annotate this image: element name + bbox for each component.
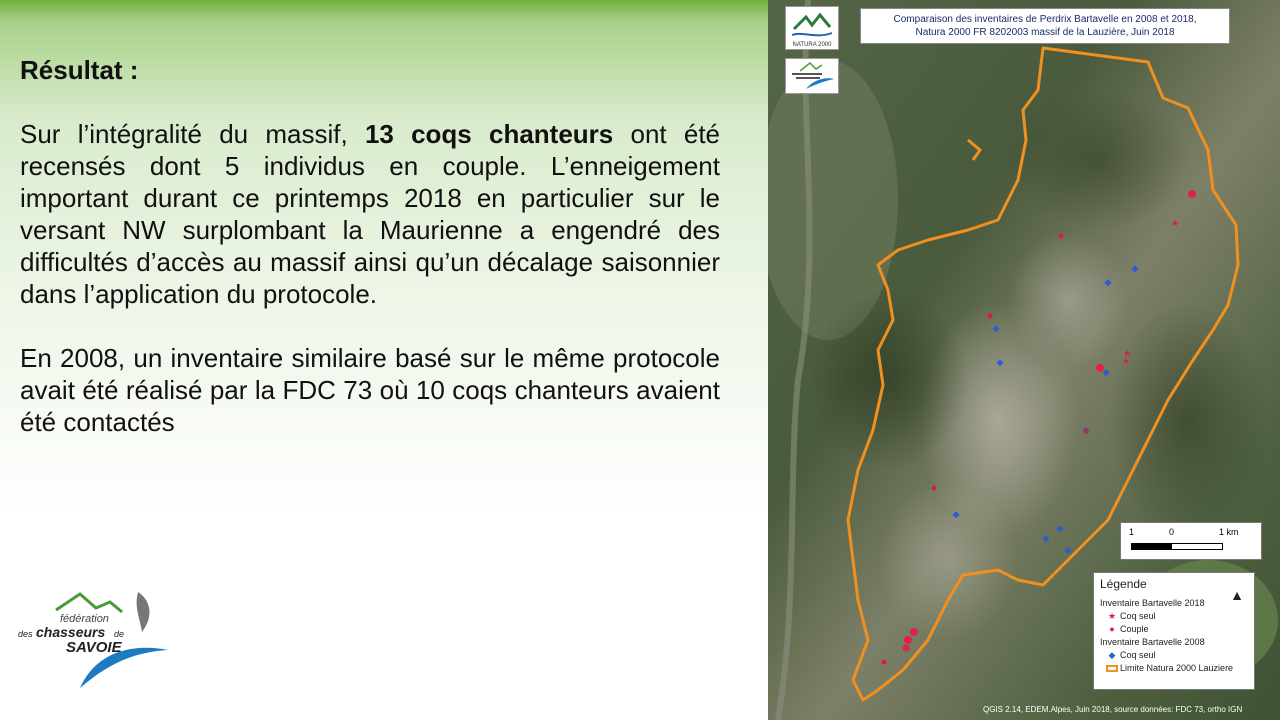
forest-area: [1008, 90, 1188, 230]
bird-horn-icon: [137, 592, 150, 632]
para1-highlight: 13 coqs chanteurs: [364, 119, 614, 149]
legend-couple-2018-label: Couple: [1120, 624, 1149, 634]
natura-wave-icon: [792, 33, 832, 35]
mountain-outline-icon: [56, 594, 122, 612]
fdc-small-logo: [785, 58, 839, 94]
para1-end: ont été recensés dont 5 individus en couple. L’enneigement important durant ce printemps 2018 en particulier sur le versant NW surplombant la Maurienne a engendré des difficultés d’accès au massif ainsi qu’un décalage saisonnier dans l’application du protocole.: [20, 119, 721, 309]
legend-boundary-label: Limite Natura 2000 Lauziere: [1120, 663, 1234, 673]
marker-2018-coq: ★: [1082, 427, 1091, 437]
map-title-line2: Natura 2000 FR 8202003 massif de la Lauzière, Juin 2018: [915, 27, 1175, 38]
legend-coq-2008-label: Coq seul: [1120, 650, 1156, 660]
scale-label-right: 1 km: [1219, 527, 1239, 537]
north-arrow-icon: ▲: [1230, 587, 1244, 603]
dot-icon: ●: [1109, 624, 1115, 634]
scale-label-left: 1: [1129, 527, 1135, 537]
marker-2018-coq: ★: [1123, 349, 1132, 359]
legend-coq-2018-label: Coq seul: [1120, 611, 1156, 621]
fdc-savoie-logo: [18, 588, 178, 698]
rock-area: [878, 480, 1018, 640]
legend-group-2008: Inventaire Bartavelle 2008: [1100, 637, 1205, 647]
logo-line2-main: chasseurs: [36, 624, 106, 640]
legend-boundary: [1100, 662, 1248, 675]
logo-line1: fédération: [60, 613, 109, 625]
legend-title: Légende: [1100, 577, 1147, 591]
scale-label-mid: 0: [1169, 527, 1175, 537]
small-mountain-icon: [800, 63, 822, 71]
small-swoosh-icon: [806, 78, 834, 89]
map-title-line1: Comparaison des inventaires de Perdrix Bartavelle en 2008 et 2018,: [893, 14, 1197, 25]
small-logo-textline: [796, 77, 820, 79]
diamond-icon: ◆: [1108, 650, 1116, 660]
natura-logo-label: NATURA 2000: [792, 42, 832, 48]
natura2000-logo: [785, 6, 839, 50]
comparison-paragraph: En 2008, un inventaire similaire basé sur le même protocole avait été réalisé par la FDC 73 où 10 coqs chanteurs avaient été contactés: [20, 343, 720, 437]
small-logo-textline: [792, 73, 822, 75]
scale-segment-black: [1131, 543, 1173, 550]
boundary-swatch-icon: [1106, 662, 1118, 675]
marker-2018-couple: [904, 636, 912, 644]
slide-text: [20, 54, 720, 470]
rock-area: [1008, 230, 1131, 370]
map-legend: [1093, 572, 1255, 690]
result-heading: Résultat :: [20, 55, 139, 85]
legend-couple-2018: [1100, 623, 1248, 636]
marker-2018-coq: ★: [1122, 357, 1131, 367]
legend-coq-2008: [1100, 649, 1248, 662]
logo-line2-prefix: des: [18, 629, 33, 639]
marker-2018-coq: [932, 486, 937, 491]
marker-2018-couple: [910, 628, 918, 636]
marker-2018-coq: [882, 660, 887, 665]
marker-2018-couple: [1096, 364, 1104, 372]
marker-2018-coq: [988, 314, 993, 319]
logo-line3: SAVOIE: [66, 639, 122, 656]
marker-2018-couple: [903, 645, 910, 652]
map-credit: QGIS 2.14, EDEM.Alpes, Juin 2018, source données: FDC 73, ortho IGN: [983, 705, 1243, 714]
logo-line2-suffix: de: [114, 629, 125, 639]
marker-2018-couple: [1188, 190, 1196, 198]
scale-segment-white: [1171, 543, 1223, 550]
map-title: [860, 8, 1230, 44]
legend-coq-2018: [1100, 610, 1248, 623]
para1-start: Sur l’intégralité du massif,: [20, 119, 365, 149]
natura-bird-icon: [794, 15, 830, 29]
star-icon: ★: [1107, 611, 1117, 621]
marker-2018-coq: [1059, 234, 1064, 239]
scale-bar: [1120, 522, 1262, 560]
forest-area: [1108, 300, 1268, 540]
forest-area: [808, 290, 968, 470]
marker-2018-coq: ★: [1171, 219, 1180, 229]
result-paragraph: [20, 118, 720, 310]
legend-group-2018: Inventaire Bartavelle 2018: [1100, 598, 1205, 608]
